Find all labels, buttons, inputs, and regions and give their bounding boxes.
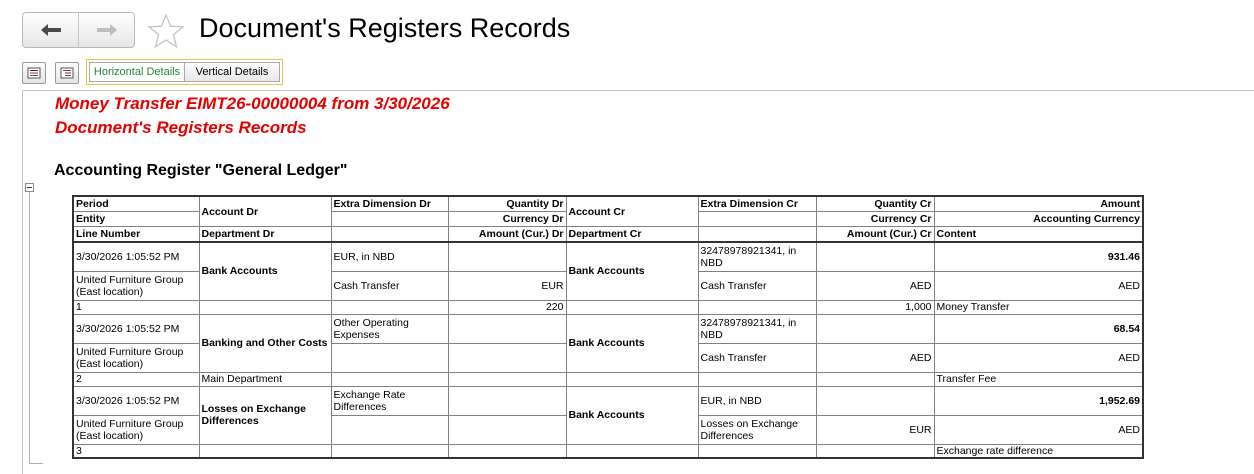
header-extra-cr-blank [698,212,816,227]
cell-entity: United Furniture Group (East location) [73,271,199,300]
header-amount-cur-dr: Amount (Cur.) Dr [448,227,566,243]
back-button[interactable] [23,13,78,47]
arrow-right-icon [96,23,118,37]
cell-currency-dr [448,343,566,372]
cell-accounting-currency: AED [934,415,1143,444]
cell-currency-cr: EUR [816,415,934,444]
cell-extra-dr: Exchange Rate Differences [331,386,448,415]
cell-content: Transfer Fee [934,372,1143,386]
header-accounting-currency: Accounting Currency [934,212,1143,227]
cell-extra-dr-blank [331,444,448,458]
content-top-border [22,90,1254,91]
details-mode-switch [86,59,283,85]
cell-extra-dr: EUR, in NBD [331,242,448,271]
table-header-row [73,196,1143,212]
cell-currency-cr: AED [816,343,934,372]
arrow-left-icon [40,23,62,37]
cell-amount-cur-dr: 220 [448,300,566,314]
header-department-dr: Department Dr [199,227,331,243]
cell-extra-cr: Losses on Exchange Differences [698,415,816,444]
cell-period: 3/30/2026 1:05:52 PM [73,242,199,271]
cell-account-dr: Bank Accounts [199,242,331,300]
cell-department-dr: Main Department [199,372,331,386]
cell-amount-cur-dr [448,372,566,386]
header-extra-dimension-cr: Extra Dimension Cr [698,196,816,212]
cell-entity: United Furniture Group (East location) [73,343,199,372]
cell-amount-cur-cr [816,444,934,458]
cell-quantity-cr [816,314,934,343]
history-nav [22,12,135,48]
cell-accounting-currency: AED [934,343,1143,372]
tab-vertical-details[interactable]: Vertical Details [185,62,280,82]
header-currency-cr: Currency Cr [816,212,934,227]
cell-line-number: 1 [73,300,199,314]
cell-currency-dr [448,415,566,444]
cell-content: Exchange rate difference [934,444,1143,458]
header-account-cr: Account Cr [566,196,698,227]
header-quantity-cr: Quantity Cr [816,196,934,212]
cell-account-dr: Losses on Exchange Differences [199,386,331,444]
cell-department-cr [566,372,698,386]
cell-quantity-dr [448,314,566,343]
cell-account-cr: Bank Accounts [566,242,698,300]
cell-extra-cr: Cash Transfer [698,343,816,372]
cell-line-number: 2 [73,372,199,386]
cell-extra-cr-blank [698,372,816,386]
header-line-number: Line Number [73,227,199,243]
table-row [73,386,1143,415]
general-ledger-table [72,195,1144,459]
cell-account-dr: Banking and Other Costs [199,314,331,372]
register-title: Accounting Register "General Ledger" [54,162,348,179]
cell-extra-cr: EUR, in NBD [698,386,816,415]
cell-department-dr [199,300,331,314]
cell-department-cr [566,300,698,314]
cell-currency-dr: EUR [448,271,566,300]
forward-button[interactable] [78,13,134,47]
header-quantity-dr: Quantity Dr [448,196,566,212]
cell-quantity-cr [816,242,934,271]
cell-extra-cr: Cash Transfer [698,271,816,300]
cell-content: Money Transfer [934,300,1143,314]
cell-amount: 931.46 [934,242,1143,271]
cell-extra-dr [331,343,448,372]
cell-entity: United Furniture Group (East location) [73,415,199,444]
header-extra-dimension-dr: Extra Dimension Dr [331,196,448,212]
cell-period: 3/30/2026 1:05:52 PM [73,386,199,415]
page-title: Document's Registers Records [199,13,571,43]
cell-line-number: 3 [73,444,199,458]
cell-period: 3/30/2026 1:05:52 PM [73,314,199,343]
cell-extra-dr-blank [331,372,448,386]
content-left-border [22,90,23,474]
cell-department-cr [566,444,698,458]
header-currency-dr: Currency Dr [448,212,566,227]
cell-amount-cur-cr [816,372,934,386]
cell-extra-dr: Cash Transfer [331,271,448,300]
cell-extra-cr: 32478978921341, in NBD [698,242,816,271]
table-row [73,444,1143,458]
list-groups-icon [60,67,74,79]
tab-horizontal-details[interactable]: Horizontal Details [89,62,185,82]
header-amount-cur-cr: Amount (Cur.) Cr [816,227,934,243]
group-guide-line [29,192,30,464]
show-groups-button[interactable] [55,62,79,84]
cell-amount: 1,952.69 [934,386,1143,415]
report-heading-subtitle: Document's Registers Records [55,118,307,137]
cell-amount: 68.54 [934,314,1143,343]
header-department-cr: Department Cr [566,227,698,243]
cell-department-dr [199,444,331,458]
cell-extra-cr-blank [698,444,816,458]
list-header-icon [27,67,41,79]
header-content: Content [934,227,1143,243]
cell-extra-dr-blank [331,300,448,314]
header-entity: Entity [73,212,199,227]
cell-extra-dr: Other Operating Expenses [331,314,448,343]
cell-extra-dr [331,415,448,444]
cell-amount-cur-cr: 1,000 [816,300,934,314]
header-extra-dr-blank [331,212,448,227]
table-row [73,314,1143,343]
favorite-star-icon[interactable] [146,13,186,49]
group-guide-end [29,463,43,464]
cell-quantity-dr [448,242,566,271]
show-headers-button[interactable] [22,62,46,84]
cell-accounting-currency: AED [934,271,1143,300]
cell-extra-cr: 32478978921341, in NBD [698,314,816,343]
header-extra-cr-blank [698,227,816,243]
table-row [73,300,1143,314]
header-extra-dr-blank [331,227,448,243]
table-row [73,372,1143,386]
collapse-group-icon[interactable] [25,183,34,192]
header-period: Period [73,196,199,212]
cell-account-cr: Bank Accounts [566,386,698,444]
cell-quantity-cr [816,386,934,415]
header-amount: Amount [934,196,1143,212]
report-heading-document: Money Transfer EIMT26-00000004 from 3/30/2026 [55,94,450,113]
table-header-row [73,227,1143,243]
cell-currency-cr: AED [816,271,934,300]
table-row [73,242,1143,271]
cell-account-cr: Bank Accounts [566,314,698,372]
cell-quantity-dr [448,386,566,415]
cell-amount-cur-dr [448,444,566,458]
header-account-dr: Account Dr [199,196,331,227]
cell-extra-cr-blank [698,300,816,314]
